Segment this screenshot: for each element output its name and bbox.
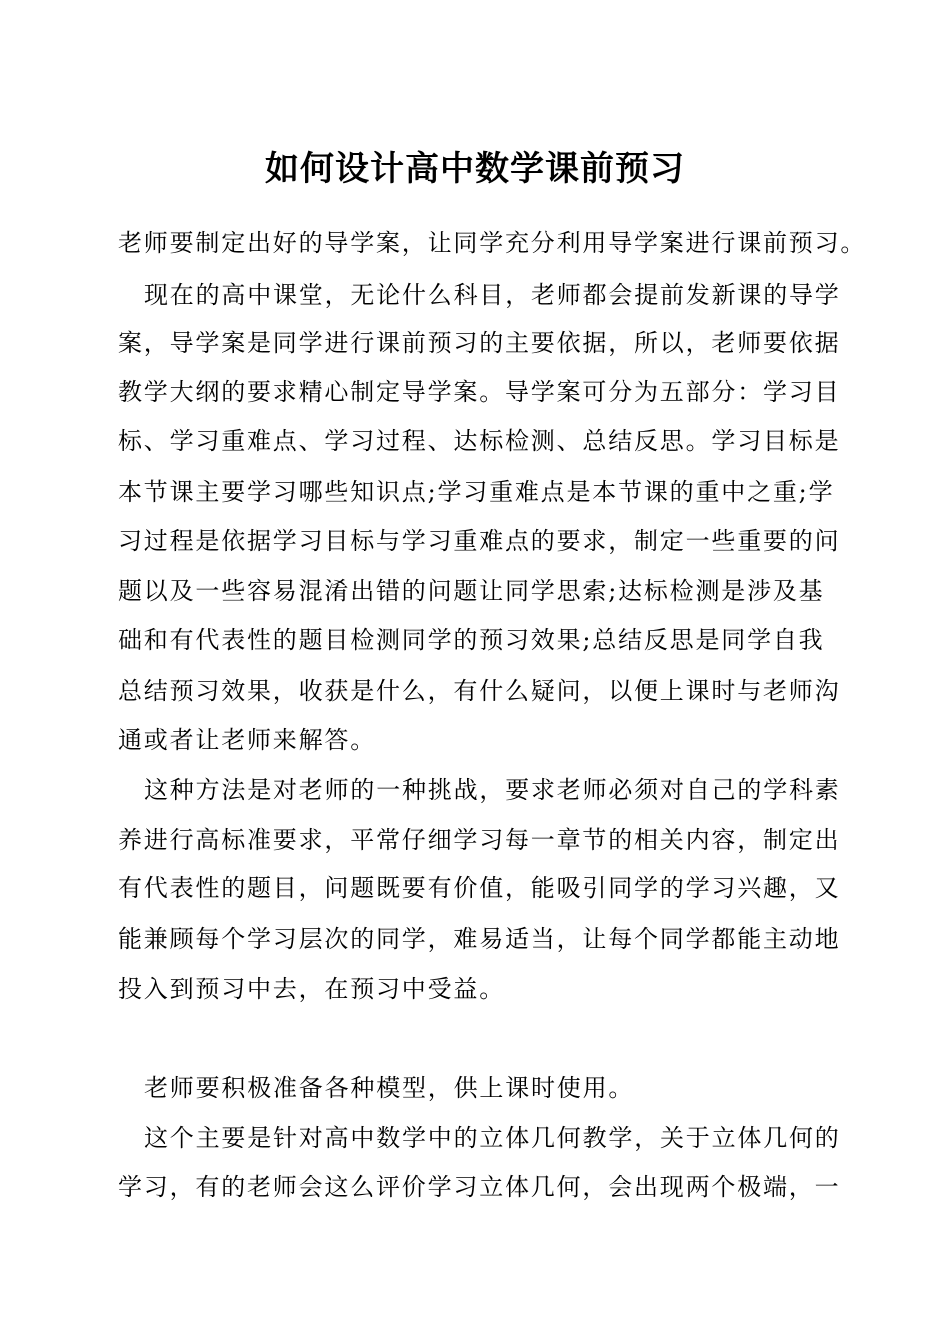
text-line: 标、学习重难点、学习过程、达标检测、总结反思。学习目标是 <box>118 427 841 455</box>
text-line: 本节课主要学习哪些知识点;学习重难点是本节课的重中之重;学 <box>118 478 835 506</box>
text-line: 础和有代表性的题目检测同学的预习效果;总结反思是同学自我 <box>118 626 825 654</box>
text-line: 学习，有的老师会这么评价学习立体几何，会出现两个极端，一 <box>118 1173 841 1201</box>
text-line: 案，导学案是同学进行课前预习的主要依据，所以，老师要依据 <box>118 329 841 357</box>
text-line: 现在的高中课堂，无论什么科目，老师都会提前发新课的导学 <box>144 281 841 309</box>
text-line: 习过程是依据学习目标与学习重难点的要求，制定一些重要的问 <box>118 527 841 555</box>
document-title: 如何设计高中数学课前预习 <box>265 149 685 189</box>
text-line: 题以及一些容易混淆出错的问题让同学思索;达标检测是涉及基 <box>118 577 825 605</box>
text-line: 这个主要是针对高中数学中的立体几何教学，关于立体几何的 <box>144 1124 841 1152</box>
text-line: 通或者让老师来解答。 <box>118 726 376 754</box>
text-line: 这种方法是对老师的一种挑战，要求老师必须对自己的学科素 <box>144 776 841 804</box>
text-line: 养进行高标准要求，平常仔细学习每一章节的相关内容，制定出 <box>118 826 841 854</box>
text-line: 老师要积极准备各种模型，供上课时使用。 <box>144 1074 635 1102</box>
text-line: 总结预习效果，收获是什么，有什么疑问，以便上课时与老师沟 <box>118 677 841 705</box>
text-line: 老师要制定出好的导学案，让同学充分利用导学案进行课前预习。 <box>118 229 867 257</box>
text-line: 能兼顾每个学习层次的同学，难易适当，让每个同学都能主动地 <box>118 925 841 953</box>
text-line: 有代表性的题目，问题既要有价值，能吸引同学的学习兴趣，又 <box>118 874 841 902</box>
text-line: 教学大纲的要求精心制定导学案。导学案可分为五部分：学习目 <box>118 378 841 406</box>
text-line: 投入到预习中去，在预习中受益。 <box>118 975 505 1003</box>
